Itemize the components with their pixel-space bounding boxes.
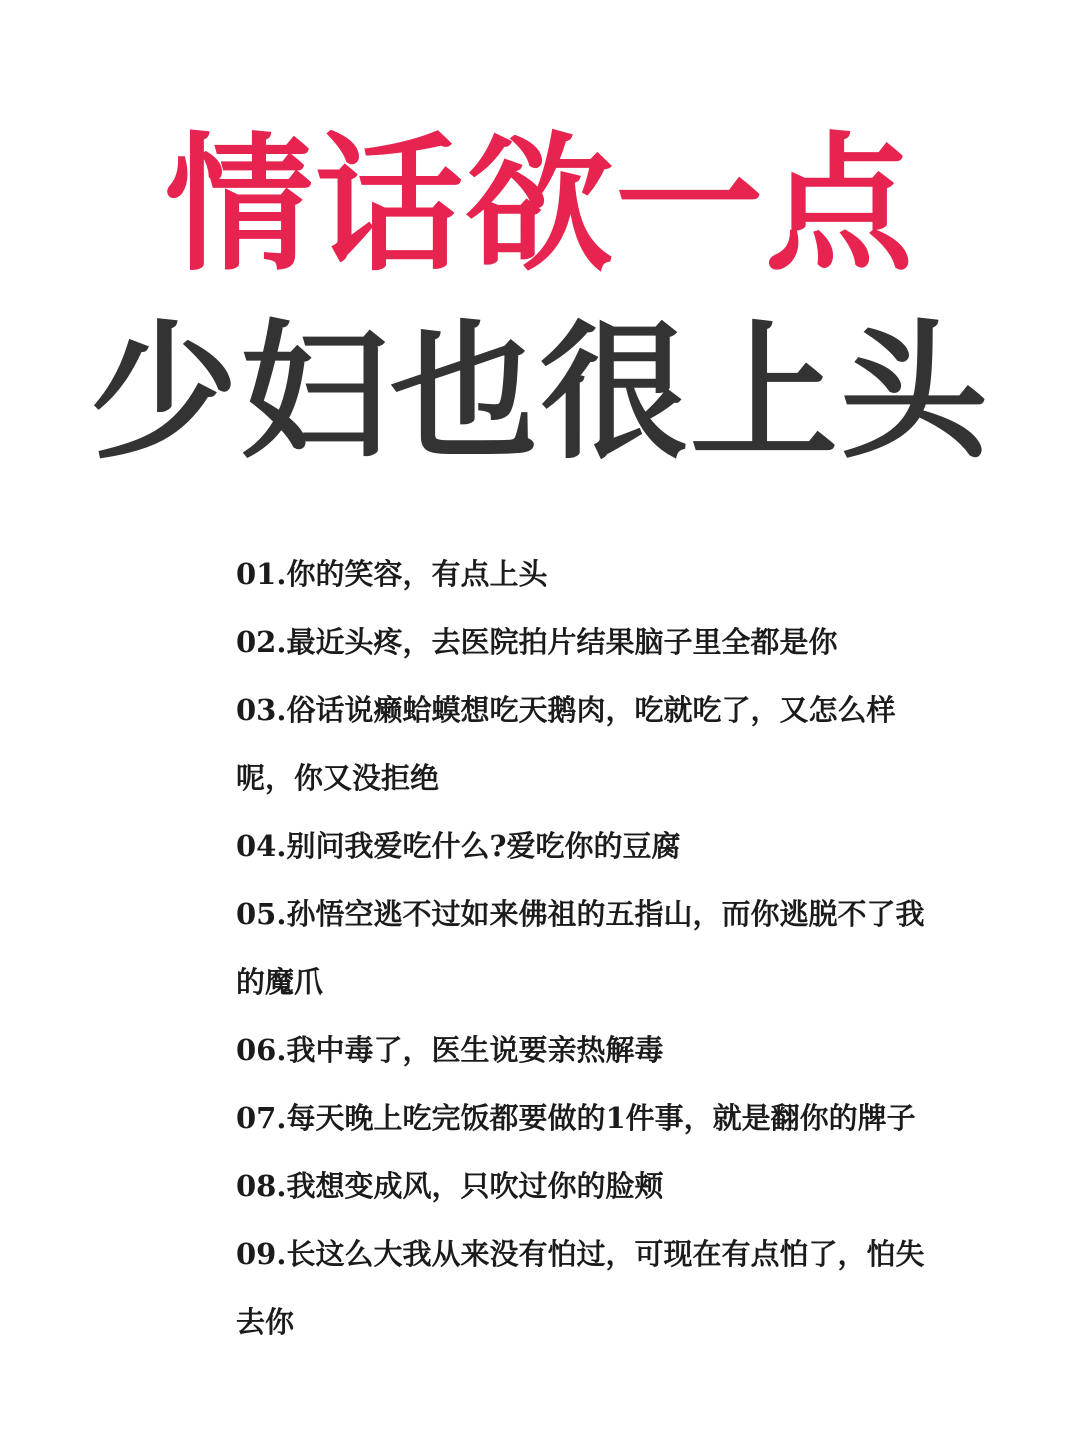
list-line-08: 08.我想变成风，只吹过你的脸颊 bbox=[236, 1169, 664, 1203]
list-line-07: 07.每天晚上吃完饭都要做的1件事，就是翻你的牌子 bbox=[236, 1101, 916, 1135]
list-line-01: 01.你的笑容，有点上头 bbox=[236, 557, 548, 591]
list-line-06: 06.我中毒了，医生说要亲热解毒 bbox=[236, 1033, 664, 1067]
title-line-1: 情话欲一点 bbox=[165, 117, 915, 291]
list-line-09: 09.长这么大我从来没有怕过，可现在有点怕了，怕失 bbox=[236, 1237, 925, 1271]
list-line-09-continued: 去你 bbox=[236, 1305, 295, 1339]
list-line-03: 03.俗话说癞蛤蟆想吃天鹅肉，吃就吃了，又怎么样 bbox=[236, 693, 896, 727]
list-line-05-continued: 的魔爪 bbox=[236, 965, 324, 999]
list-line-04: 04.别问我爱吃什么?爱吃你的豆腐 bbox=[236, 829, 681, 863]
list-line-02: 02.最近头疼，去医院拍片结果脑子里全都是你 bbox=[236, 625, 838, 659]
pickup-lines-list bbox=[236, 540, 936, 1356]
title-line-2: 少妇也很上头 bbox=[90, 305, 990, 479]
list-line-05: 05.孙悟空逃不过如来佛祖的五指山，而你逃脱不了我 bbox=[236, 897, 925, 931]
list-line-03-continued: 呢，你又没拒绝 bbox=[236, 761, 440, 795]
